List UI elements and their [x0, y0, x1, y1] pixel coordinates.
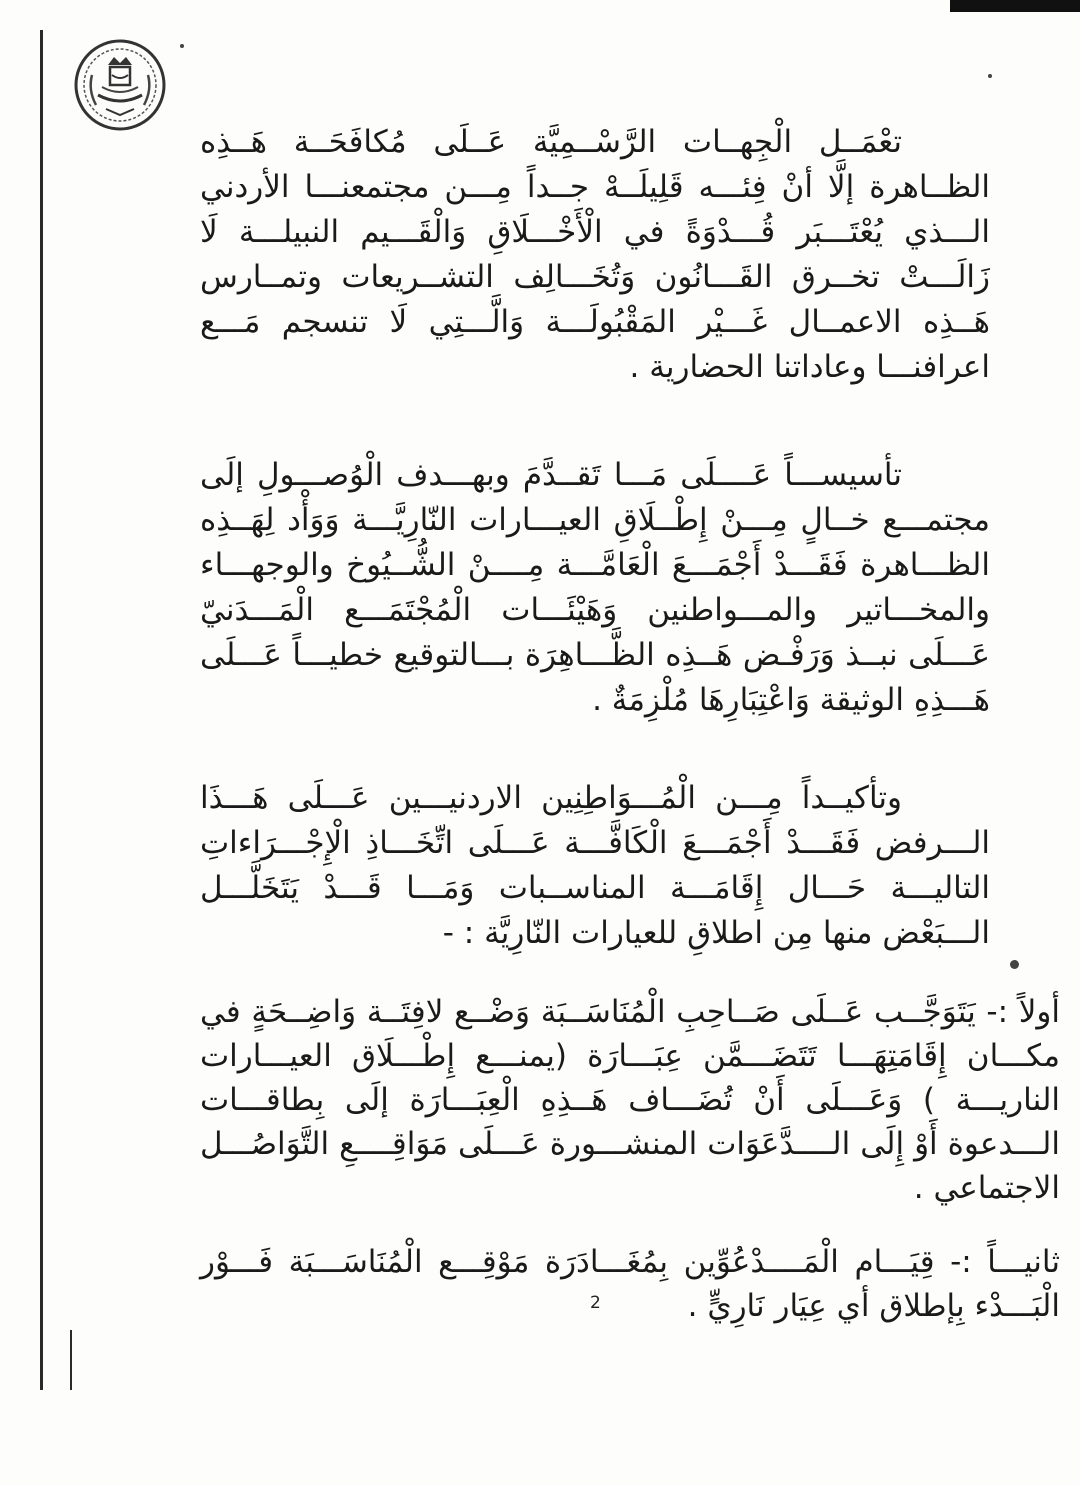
list-item-text: قِيَـــام الْمَــــدْعُوِّين بِمُغَـــادَرَة مَوْقِـــع الْمُنَاسَـــبَة فَـــوْر الْبَـــدْء بِإطلاق أي عِيَار نَارِيٍّ .: [200, 1244, 1060, 1324]
paragraph-2: تأسيســـاً عَــــلَى مَـــا تَقــدَّمَ وبهـــدف الْوُصـــولِ إلَى مجتمـــع خــالٍ مِـــنْ إِطْــلَاقِ العيـــارات النّارِيَّـــة وَوَأْد لِهَــذِه الظـــاهرة فَقَـــدْ أَجْمَـــعَ الْعَامَّـــة مِــــنْ الشُّــيُوخ والوجهـــاء والمخـــاتير والمـــواطنين وَهَيْئَـــات الْمُجْتَمَـــع الْمَـــدَنيّ عَـــلَى نبــذ وَرَفْـض هَــذِه الظَّـــاهِرَة بـــالتوقيع خطيـــاً عَـــلَى هَـــذِهِ الوثيقة وَاعْتِبَارِهَا مُلْزِمَةٌ .: [200, 457, 990, 718]
margin-rule: [40, 30, 43, 1390]
page-number: 2: [590, 1293, 601, 1313]
margin-rule-lower: [70, 1330, 72, 1390]
list-item-label: ثانيـــاً :-: [950, 1244, 1060, 1280]
list-item: [200, 990, 1060, 1210]
scan-speck: [180, 44, 184, 48]
document-body: [200, 120, 1060, 1328]
paragraph-3: وتأكيــداً مِـــن الْمُـــوَاطِنِين الاردنيـــين عَـــلَى هَـــذَا الـــرفض فَقَـــدْ أَجْمَـــعَ الْكَافَّـــة عَـــلَى اتِّخَـــاذِ الْإِجْـــرَاءاتِ التاليـــة حَـــال إِقَامَـــة المناســبات وَمَـــا قَـــدْ يَتَخَلَّـــل الـــبَعْض منها مِن اطلاقِ للعيارات النّارِيَّة : -: [200, 780, 990, 951]
list-item-label: أولاً :-: [986, 994, 1060, 1030]
emblem-seal-icon: [70, 35, 170, 135]
list-item-text: يَتَوَجَّــب عَــلَى صَــاحِبِ الْمُنَاسَــبَة وَضْــع لافِتَــة وَاضِــحَةٍ في مكـــان إِقَامَتِهَـــا تَتَضَـــمَّن عِبَـــارَة (يمنـــع إِطْـــلَاق العيـــارات الناريـــة ) وَعَـــلَى أَنْ تُضَـــاف هَــذِهِ الْعِبَـــارَة إلَى بِطاقـــات الـــدعوة أَوْ إِلَى الــــدَّعَوَات المنشـــورة عَـــلَى مَوَاقِــــعِ التَّوَاصُـــل الاجتماعي .: [200, 994, 1060, 1206]
paragraph-1: تعْمَــل الْجِهــات الرَّسْــمِيَّة عَــلَى مُكافَحَــة هَــذِه الظــاهرة إلَّا أنْ فِئـــه قَلِيلَــهْ جــداً مِـــن مجتمعنـــا الأردني الـــذي يُعْتَـــبَر قُـــدْوَةً في الْأَخْـــلَاقِ وَالْقَـــيم النبيلـــة لَا زَالَـــتْ تخــرق القَـــانُون وَتُخَـــالِف التشــريعات وتمــارس هَــذِه الاعمــال غَـــيْر المَقْبُولَـــة وَالَّـــتِي لَا تنسجم مَـــع اعرافنـــا وعاداتنا الحضارية .: [200, 124, 990, 385]
scan-speck: [1010, 960, 1019, 969]
list-item: [200, 1240, 1060, 1328]
scan-speck: [988, 74, 992, 78]
scan-corner-edge: [950, 0, 1080, 12]
